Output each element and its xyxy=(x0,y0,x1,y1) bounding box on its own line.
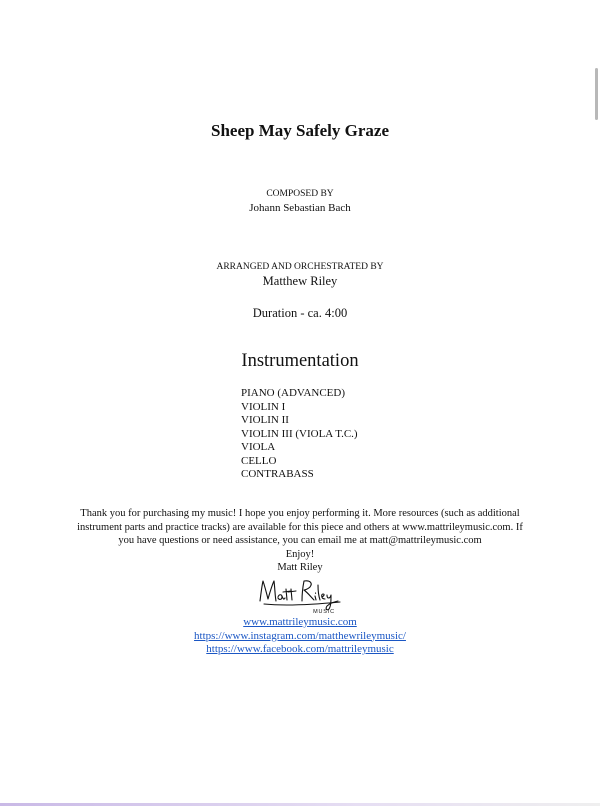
website-link[interactable]: www.mattrileymusic.com xyxy=(243,616,357,628)
matt-riley-music-logo xyxy=(254,575,348,615)
instrument-item: VIOLIN III (VIOLA T.C.) xyxy=(241,427,358,440)
instrument-item: VIOLIN II xyxy=(241,414,289,426)
instrument-item: CONTRABASS xyxy=(241,468,314,480)
thank-you-line: Thank you for purchasing my music! I hope you enjoy performing it. More resources (such as additional xyxy=(80,508,520,519)
links-section xyxy=(0,616,600,657)
piece-title: Sheep May Safely Graze xyxy=(211,121,389,140)
instrument-item: VIOLA xyxy=(241,441,276,453)
arranger-name: Matthew Riley xyxy=(262,274,338,288)
instrument-item: PIANO (ADVANCED) xyxy=(241,387,345,399)
instrument-item: CELLO xyxy=(241,454,277,467)
thank-you-message xyxy=(60,507,540,575)
thank-you-line: Enjoy! xyxy=(285,548,315,560)
thank-you-line: you have questions or need assistance, you can email me at matt@mattrileymusic.com xyxy=(118,535,482,546)
composed-by-label: COMPOSED BY xyxy=(266,189,334,199)
thank-you-line: Matt Riley xyxy=(277,562,323,573)
facebook-link[interactable]: https://www.facebook.com/mattrileymusic xyxy=(206,643,394,655)
instrument-list xyxy=(241,387,358,482)
instrumentation-heading: Instrumentation xyxy=(241,351,359,371)
thank-you-line: instrument parts and practice tracks) are available for this piece and others at www.mattrileymusic.com. If xyxy=(77,521,523,533)
duration-text: Duration - ca. 4:00 xyxy=(252,306,348,320)
instagram-link[interactable]: https://www.instagram.com/matthewrileymusic/ xyxy=(194,629,406,642)
composer-name: Johann Sebastian Bach xyxy=(249,202,351,214)
logo-music-text: MUSIC xyxy=(313,609,335,615)
arranged-by-label: ARRANGED AND ORCHESTRATED BY xyxy=(216,262,384,272)
scrollbar-thumb[interactable] xyxy=(595,68,598,120)
instrument-item: VIOLIN I xyxy=(241,400,286,413)
